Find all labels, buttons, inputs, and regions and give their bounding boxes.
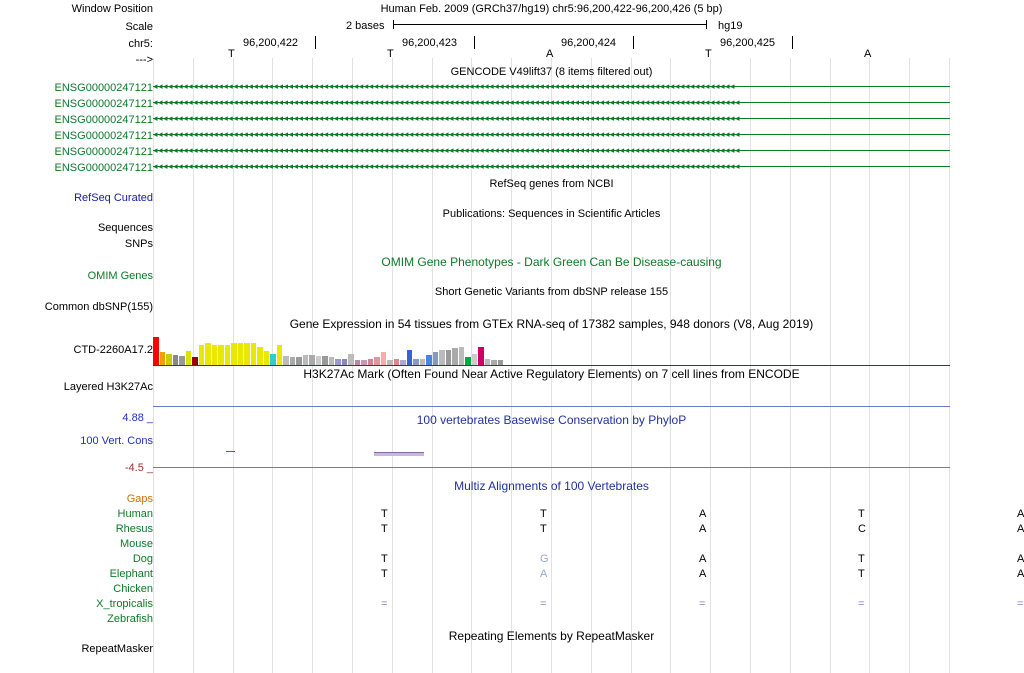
- gtex-bar[interactable]: [179, 356, 185, 365]
- gencode-row-label-3[interactable]: ENSG00000247121: [54, 114, 153, 126]
- phylop-bar-2: [374, 452, 424, 456]
- gtex-bar[interactable]: [426, 355, 432, 365]
- gtex-expression-barchart[interactable]: [153, 337, 950, 365]
- ruler-tick-2: 96,200,423: [402, 37, 458, 49]
- strand-label: --->: [135, 54, 153, 66]
- window-position-label: Window Position: [71, 3, 153, 15]
- scale-bar: [393, 20, 707, 29]
- gtex-bar[interactable]: [264, 351, 270, 365]
- multiz-base-rhesus-2: T: [540, 523, 547, 535]
- gtex-bar[interactable]: [472, 354, 478, 365]
- gtex-bar[interactable]: [199, 345, 205, 365]
- gtex-track-title[interactable]: Gene Expression in 54 tissues from GTEx RNA-seq of 17382 samples, 948 donors (V8, Aug 2019): [289, 317, 814, 331]
- species-label-zebrafish[interactable]: Zebrafish: [107, 613, 153, 625]
- gtex-bar[interactable]: [238, 343, 244, 365]
- repeatmasker-label[interactable]: RepeatMasker: [81, 643, 153, 655]
- gtex-bar[interactable]: [439, 350, 445, 365]
- multiz-base-xtropicalis-3: =: [699, 598, 706, 610]
- multiz-base-human-3: A: [699, 508, 707, 520]
- multiz-base-rhesus-5: A: [1017, 523, 1024, 535]
- species-label-xtropicalis[interactable]: X_tropicalis: [96, 598, 153, 610]
- ruler-tick-3: 96,200,424: [561, 37, 617, 49]
- multiz-base-xtropicalis-1: =: [381, 598, 388, 610]
- scale-label: Scale: [125, 21, 153, 33]
- gtex-bar[interactable]: [186, 351, 192, 365]
- phylop-track-label[interactable]: 100 Vert. Cons: [80, 435, 153, 447]
- gencode-track-title[interactable]: GENCODE V49lift37 (8 items filtered out): [450, 66, 653, 78]
- phylop-track-title[interactable]: 100 vertebrates Basewise Conservation by PhyloP: [416, 413, 687, 427]
- multiz-base-rhesus-4: C: [858, 523, 866, 535]
- publications-track-title[interactable]: Publications: Sequences in Scientific Articles: [442, 208, 661, 220]
- multiz-base-human-4: T: [858, 508, 865, 520]
- omim-track-title[interactable]: OMIM Gene Phenotypes - Dark Green Can Be Disease-causing: [381, 255, 722, 269]
- sequences-label[interactable]: Sequences: [97, 222, 153, 234]
- common-dbsnp-label[interactable]: Common dbSNP(155): [44, 301, 153, 313]
- refseq-curated-label[interactable]: RefSeq Curated: [74, 192, 153, 204]
- gtex-bar[interactable]: [212, 345, 218, 365]
- track-label-column: [0, 0, 153, 673]
- repeatmasker-track-title[interactable]: Repeating Elements by RepeatMasker: [448, 629, 655, 643]
- multiz-base-elephant-4: T: [858, 568, 865, 580]
- gtex-bar[interactable]: [433, 352, 439, 365]
- ruler-tick-1: 96,200,422: [243, 37, 299, 49]
- gtex-bar[interactable]: [205, 343, 211, 365]
- gtex-bar[interactable]: [381, 352, 387, 365]
- ref-base-5: A: [864, 48, 872, 60]
- dbsnp-track-title[interactable]: Short Genetic Variants from dbSNP release 155: [434, 286, 669, 298]
- layered-h3k27ac-label[interactable]: Layered H3K27Ac: [63, 381, 153, 393]
- assembly-label: hg19: [718, 20, 743, 32]
- species-label-rhesus[interactable]: Rhesus: [115, 523, 153, 535]
- multiz-base-xtropicalis-4: =: [858, 598, 865, 610]
- gencode-row-label-2[interactable]: ENSG00000247121: [54, 98, 153, 110]
- gtex-bar[interactable]: [166, 354, 172, 365]
- multiz-base-human-5: A: [1017, 508, 1024, 520]
- gencode-transcript-row-4[interactable]: ◂◂◂◂◂◂◂◂◂◂◂◂◂◂◂◂◂◂◂◂◂◂◂◂◂◂◂◂◂◂◂◂◂◂◂◂◂◂◂◂◂◂◂◂◂◂◂◂◂◂◂◂◂◂◂◂◂◂◂◂◂◂◂◂◂◂◂◂◂◂◂◂◂◂◂◂◂◂◂◂◂◂◂◂◂◂◂◂◂◂◂◂◂◂◂◂◂◂◂◂◂◂◂◂◂◂◂◂◂◂◂◂◂◂◂◂◂: [153, 129, 950, 140]
- gtex-bar[interactable]: [153, 337, 159, 365]
- snps-label[interactable]: SNPs: [124, 238, 153, 250]
- gtex-bar[interactable]: [231, 343, 237, 365]
- multiz-base-elephant-2: A: [540, 568, 548, 580]
- multiz-base-dog-1: T: [381, 553, 388, 565]
- gtex-bar[interactable]: [173, 355, 179, 365]
- gtex-bar[interactable]: [459, 347, 465, 365]
- refseq-track-title[interactable]: RefSeq genes from NCBI: [489, 178, 614, 190]
- gtex-bar[interactable]: [251, 343, 257, 365]
- phylop-max-value: 4.88 _: [122, 412, 153, 424]
- multiz-base-dog-2: G: [540, 553, 549, 565]
- multiz-base-xtropicalis-2: =: [540, 598, 547, 610]
- gtex-bar[interactable]: [303, 355, 309, 365]
- multiz-base-dog-3: A: [699, 553, 707, 565]
- gtex-bar[interactable]: [316, 356, 322, 365]
- multiz-base-rhesus-1: T: [381, 523, 388, 535]
- gtex-bar[interactable]: [374, 357, 380, 365]
- multiz-base-rhesus-3: A: [699, 523, 707, 535]
- gencode-row-label-1[interactable]: ENSG00000247121: [54, 82, 153, 94]
- ref-base-3: A: [546, 48, 554, 60]
- gtex-bar[interactable]: [465, 357, 471, 365]
- gencode-transcript-row-1[interactable]: ◂◂◂◂◂◂◂◂◂◂◂◂◂◂◂◂◂◂◂◂◂◂◂◂◂◂◂◂◂◂◂◂◂◂◂◂◂◂◂◂◂◂◂◂◂◂◂◂◂◂◂◂◂◂◂◂◂◂◂◂◂◂◂◂◂◂◂◂◂◂◂◂◂◂◂◂◂◂◂◂◂◂◂◂◂◂◂◂◂◂◂◂◂◂◂◂◂◂◂◂◂◂◂◂◂◂◂◂◂◂◂◂◂◂◂◂: [153, 81, 950, 92]
- gtex-bar[interactable]: [407, 350, 413, 365]
- gtex-bar[interactable]: [277, 345, 283, 365]
- multiz-base-human-1: T: [381, 508, 388, 520]
- window-position-value: Human Feb. 2009 (GRCh37/hg19) chr5:96,200,422-96,200,426 (5 bp): [380, 3, 723, 15]
- multiz-base-dog-5: A: [1017, 553, 1024, 565]
- ref-base-2: T: [387, 48, 394, 60]
- species-label-chicken[interactable]: Chicken: [113, 583, 153, 595]
- gtex-bar[interactable]: [270, 354, 276, 365]
- ref-base-4: T: [705, 48, 712, 60]
- gtex-bar[interactable]: [478, 347, 484, 365]
- gtex-gene-label[interactable]: CTD-2260A17.2: [73, 344, 153, 356]
- gtex-bar[interactable]: [225, 345, 231, 365]
- species-label-dog[interactable]: Dog: [132, 553, 153, 565]
- gaps-label[interactable]: Gaps: [126, 493, 153, 505]
- multiz-track-title[interactable]: Multiz Alignments of 100 Vertebrates: [454, 479, 649, 493]
- gtex-bar[interactable]: [290, 357, 296, 365]
- gtex-bar[interactable]: [452, 348, 458, 365]
- multiz-base-dog-4: T: [858, 553, 865, 565]
- phylop-bar-1: [226, 451, 235, 452]
- gencode-row-label-6[interactable]: ENSG00000247121: [54, 162, 153, 174]
- gtex-bar[interactable]: [329, 357, 335, 365]
- gtex-bar[interactable]: [348, 354, 354, 365]
- gtex-bar[interactable]: [160, 352, 166, 365]
- gencode-transcript-row-6[interactable]: ◂◂◂◂◂◂◂◂◂◂◂◂◂◂◂◂◂◂◂◂◂◂◂◂◂◂◂◂◂◂◂◂◂◂◂◂◂◂◂◂◂◂◂◂◂◂◂◂◂◂◂◂◂◂◂◂◂◂◂◂◂◂◂◂◂◂◂◂◂◂◂◂◂◂◂◂◂◂◂◂◂◂◂◂◂◂◂◂◂◂◂◂◂◂◂◂◂◂◂◂◂◂◂◂◂◂◂◂◂◂◂◂◂◂◂◂◂: [153, 161, 950, 172]
- gencode-transcript-row-5[interactable]: ◂◂◂◂◂◂◂◂◂◂◂◂◂◂◂◂◂◂◂◂◂◂◂◂◂◂◂◂◂◂◂◂◂◂◂◂◂◂◂◂◂◂◂◂◂◂◂◂◂◂◂◂◂◂◂◂◂◂◂◂◂◂◂◂◂◂◂◂◂◂◂◂◂◂◂◂◂◂◂◂◂◂◂◂◂◂◂◂◂◂◂◂◂◂◂◂◂◂◂◂◂◂◂◂◂◂◂◂◂◂◂◂◂◂◂◂◂: [153, 145, 950, 156]
- gtex-bar[interactable]: [322, 356, 328, 365]
- gencode-transcript-row-3[interactable]: ◂◂◂◂◂◂◂◂◂◂◂◂◂◂◂◂◂◂◂◂◂◂◂◂◂◂◂◂◂◂◂◂◂◂◂◂◂◂◂◂◂◂◂◂◂◂◂◂◂◂◂◂◂◂◂◂◂◂◂◂◂◂◂◂◂◂◂◂◂◂◂◂◂◂◂◂◂◂◂◂◂◂◂◂◂◂◂◂◂◂◂◂◂◂◂◂◂◂◂◂◂◂◂◂◂◂◂◂◂◂◂◂◂◂◂◂◂: [153, 113, 950, 124]
- multiz-base-elephant-1: T: [381, 568, 388, 580]
- gencode-row-label-4[interactable]: ENSG00000247121: [54, 130, 153, 142]
- multiz-base-elephant-3: A: [699, 568, 707, 580]
- track-data-column: [153, 0, 1024, 673]
- gtex-bar[interactable]: [257, 347, 263, 365]
- gencode-row-label-5[interactable]: ENSG00000247121: [54, 146, 153, 158]
- species-label-mouse[interactable]: Mouse: [119, 538, 153, 550]
- h3k27ac-track-title[interactable]: H3K27Ac Mark (Often Found Near Active Regulatory Elements) on 7 cell lines from ENCODE: [303, 367, 800, 381]
- phylop-min-value: -4.5 _: [124, 462, 153, 474]
- multiz-base-human-2: T: [540, 508, 547, 520]
- ref-base-1: T: [228, 48, 235, 60]
- species-label-human[interactable]: Human: [117, 508, 153, 520]
- gtex-bar[interactable]: [283, 356, 289, 365]
- ruler-tick-4: 96,200,425: [720, 37, 776, 49]
- omim-genes-label[interactable]: OMIM Genes: [87, 270, 153, 282]
- gencode-transcript-row-2[interactable]: ◂◂◂◂◂◂◂◂◂◂◂◂◂◂◂◂◂◂◂◂◂◂◂◂◂◂◂◂◂◂◂◂◂◂◂◂◂◂◂◂◂◂◂◂◂◂◂◂◂◂◂◂◂◂◂◂◂◂◂◂◂◂◂◂◂◂◂◂◂◂◂◂◂◂◂◂◂◂◂◂◂◂◂◂◂◂◂◂◂◂◂◂◂◂◂◂◂◂◂◂◂◂◂◂◂◂◂◂◂◂◂◂◂◂◂◂◂: [153, 97, 950, 108]
- gtex-bar[interactable]: [218, 345, 224, 365]
- gtex-bar[interactable]: [309, 355, 315, 365]
- gtex-bar[interactable]: [192, 357, 198, 365]
- scale-value: 2 bases: [346, 20, 385, 32]
- multiz-base-elephant-5: A: [1017, 568, 1024, 580]
- gtex-bar[interactable]: [244, 343, 250, 365]
- species-label-elephant[interactable]: Elephant: [109, 568, 153, 580]
- gtex-bar[interactable]: [446, 350, 452, 365]
- gtex-bar[interactable]: [296, 357, 302, 365]
- multiz-base-xtropicalis-5: =: [1017, 598, 1024, 610]
- chrom-label: chr5:: [128, 38, 153, 50]
